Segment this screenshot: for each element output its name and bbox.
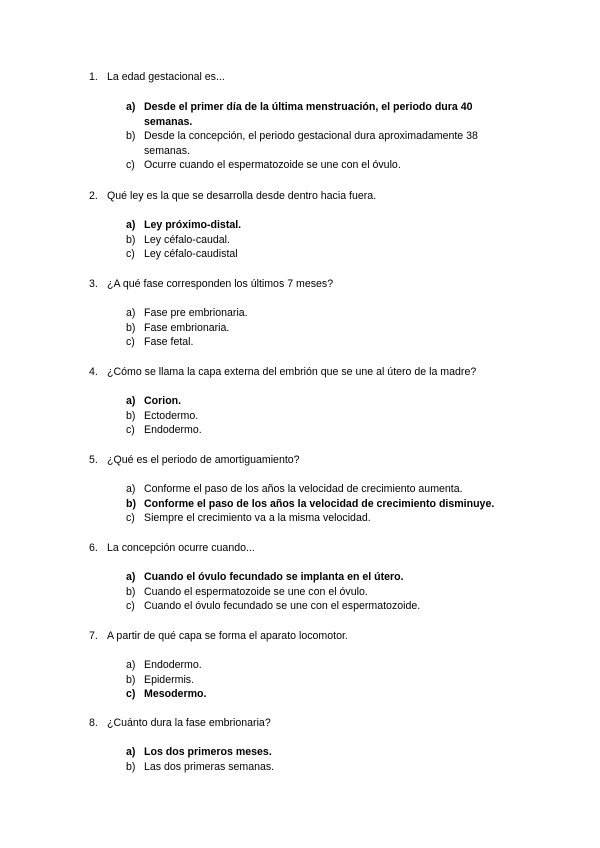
question-5 (89, 453, 529, 468)
options-list (126, 218, 516, 262)
option-text: Ectodermo. (144, 409, 199, 422)
question-number: 2. (89, 190, 98, 202)
option-letter: b) (126, 585, 136, 598)
question-number: 1. (89, 71, 98, 83)
option-text: Fase fetal. (144, 336, 194, 348)
question-1 (89, 70, 529, 85)
option-letter: a) (126, 307, 136, 319)
question-3 (89, 277, 529, 292)
option-text: Conforme el paso de los años la velocidad de crecimiento aumenta. (144, 483, 463, 495)
option-letter: a) (126, 483, 136, 495)
option-b (126, 497, 516, 512)
option-text: Fase pre embrionaria. (144, 307, 248, 319)
option-text: Ocurre cuando el espermatozoide se une con el óvulo. (144, 159, 401, 171)
options-list (126, 658, 516, 702)
option-text: Desde el primer día de la última menstruación, el periodo dura 40 semanas. (144, 101, 473, 128)
option-c (126, 158, 516, 173)
question-2 (89, 189, 529, 204)
options-list (126, 570, 516, 614)
question-text: ¿Qué es el periodo de amortiguamiento? (107, 454, 300, 466)
option-letter: c) (126, 248, 135, 260)
question-7 (89, 629, 529, 644)
question-text: ¿A qué fase corresponden los últimos 7 meses? (107, 278, 334, 290)
question-number: 8. (89, 717, 98, 729)
option-letter: b) (126, 130, 136, 142)
option-letter: c) (126, 159, 135, 171)
option-a (126, 745, 516, 760)
options-list (126, 745, 516, 774)
option-letter: b) (126, 760, 136, 773)
option-text: Ley céfalo-caudal. (144, 233, 230, 246)
options-list (126, 482, 516, 526)
option-letter: a) (126, 101, 136, 113)
option-a (126, 394, 516, 409)
question-6 (89, 541, 529, 556)
option-text: Corion. (144, 395, 182, 407)
option-letter: b) (126, 409, 136, 422)
option-text: Fase embrionaria. (144, 321, 230, 334)
option-b (126, 673, 516, 688)
question-number: 3. (89, 278, 98, 290)
option-text: Desde la concepción, el periodo gestacional dura aproximadamente 38 semanas. (144, 130, 478, 157)
option-text: Cuando el espermatozoide se une con el óvulo. (144, 585, 368, 598)
option-b (126, 129, 516, 158)
option-letter: c) (126, 512, 135, 524)
option-text: Las dos primeras semanas. (144, 760, 275, 773)
option-c (126, 423, 516, 438)
question-4 (89, 365, 529, 380)
option-letter: b) (126, 233, 136, 246)
option-text: Endodermo. (144, 424, 202, 436)
question-text: La concepción ocurre cuando... (107, 542, 255, 554)
option-b (126, 233, 516, 248)
option-letter: b) (126, 673, 136, 686)
option-text: Endodermo. (144, 659, 202, 671)
question-text: La edad gestacional es... (107, 71, 225, 83)
option-letter: a) (126, 219, 136, 231)
option-text: Siempre el crecimiento va a la misma velocidad. (144, 512, 371, 524)
options-list (126, 306, 516, 350)
options-list (126, 100, 516, 173)
options-list (126, 394, 516, 438)
option-a (126, 100, 516, 129)
question-8 (89, 716, 529, 731)
option-letter: a) (126, 659, 136, 671)
option-b (126, 409, 516, 424)
option-letter: c) (126, 688, 136, 700)
option-letter: c) (126, 424, 135, 436)
question-text: Qué ley es la que se desarrolla desde dentro hacia fuera. (107, 190, 377, 202)
option-a (126, 482, 516, 497)
option-letter: c) (126, 336, 135, 348)
option-text: Los dos primeros meses. (144, 746, 272, 758)
option-text: Conforme el paso de los años la velocidad de crecimiento disminuye. (144, 497, 495, 510)
option-text: Mesodermo. (144, 688, 207, 700)
option-b (126, 760, 516, 775)
option-text: Ley céfalo-caudistal (144, 248, 238, 260)
question-text: ¿Cuánto dura la fase embrionaria? (107, 717, 271, 729)
option-letter: a) (126, 571, 136, 583)
option-letter: a) (126, 746, 136, 758)
question-number: 5. (89, 454, 98, 466)
option-text: Ley próximo-distal. (144, 219, 242, 231)
question-number: 4. (89, 366, 98, 378)
option-c (126, 687, 516, 702)
option-c (126, 599, 516, 614)
option-c (126, 511, 516, 526)
option-a (126, 658, 516, 673)
option-a (126, 306, 516, 321)
option-b (126, 585, 516, 600)
option-a (126, 218, 516, 233)
option-c (126, 247, 516, 262)
question-number: 6. (89, 542, 98, 554)
option-text: Cuando el óvulo fecundado se implanta en el útero. (144, 571, 404, 583)
option-b (126, 321, 516, 336)
option-text: Epidermis. (144, 673, 195, 686)
option-letter: c) (126, 600, 135, 612)
option-a (126, 570, 516, 585)
option-text: Cuando el óvulo fecundado se une con el espermatozoide. (144, 600, 421, 612)
option-letter: b) (126, 497, 136, 510)
option-letter: a) (126, 395, 136, 407)
question-number: 7. (89, 630, 98, 642)
option-c (126, 335, 516, 350)
question-text: ¿Cómo se llama la capa externa del embrión que se une al útero de la madre? (107, 366, 477, 378)
question-text: A partir de qué capa se forma el aparato locomotor. (107, 630, 348, 642)
option-letter: b) (126, 321, 136, 334)
